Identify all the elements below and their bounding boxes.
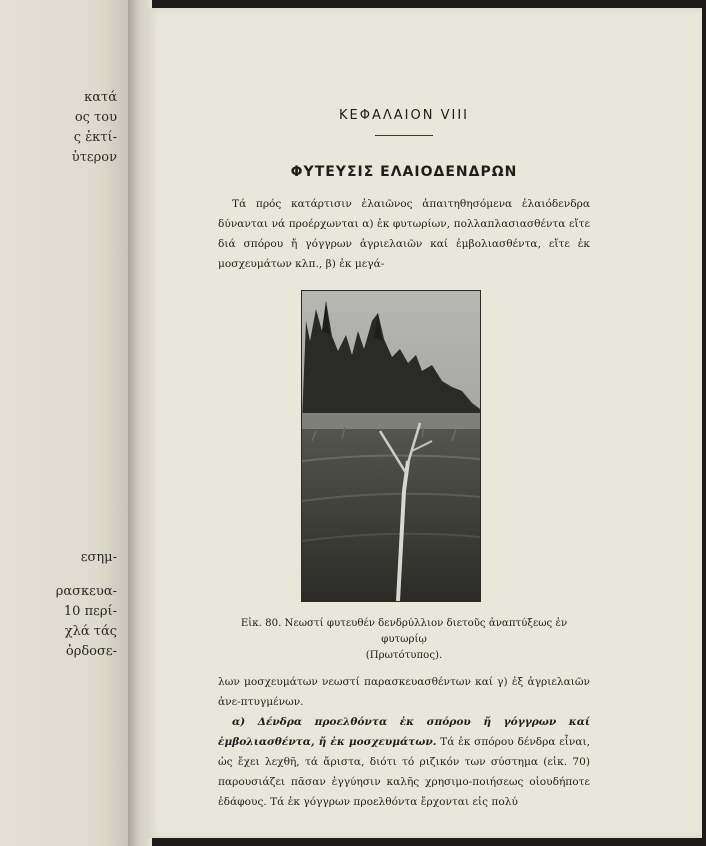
heading-rule (375, 135, 433, 136)
left-line: κατά (84, 90, 117, 105)
left-line: χλά τάς (64, 624, 117, 639)
figure-caption-note: (Πρωτότυπος). (365, 650, 443, 661)
figure-caption: Εἰκ. 80. Νεωστί φυτευθέν δενδρύλλιον διετοῦς ἀναπτύξεως ἐν φυτωρίῳ (240, 618, 568, 645)
chapter-heading: ΚΕΦΑΛΑΙΟΝ VIII (339, 108, 469, 123)
olive-sapling-photo (302, 291, 480, 601)
intro-paragraph: Τά πρός κατάρτισιν ἐλαιῶνος ἀπαιτηθησόμενα ἐλαιόδενδρα δύνανται νά προέρχωνται α) ἐκ φυτωρίων, πολλαπλασιασθέντα εἴτε διά σπόρου ἤ γόγγρων ἀγριελαιῶν καί ἐμβολιασθέντα, εἴτε ἐκ μοσχευμάτων κλπ., β) ἐκ μεγά- (218, 198, 590, 270)
left-line: ρασκευα- (55, 584, 117, 599)
left-line: ὀρδοσε- (65, 644, 117, 659)
continuation-paragraph: λων μοσχευμάτων νεωστί παρασκευασθέντων καί γ) ἐξ ἀγριελαιῶν ἀνε-πτυγμένων. (218, 676, 590, 708)
subsection-heading: α) Δένδρα προελθόντα ἐκ σπόρου ἤ γόγγρων καί ἐμβολιασθέντα, ἤ ἐκ μοσχευμάτων. (218, 716, 590, 748)
left-line: εσημ- (80, 550, 117, 565)
subsection-paragraph (218, 712, 590, 812)
right-page (146, 8, 702, 838)
left-line: ς ἐκτί- (73, 130, 117, 145)
page-content (218, 104, 590, 812)
left-line: 10 περί- (63, 604, 117, 619)
left-line: ος του (74, 110, 117, 125)
left-page (0, 0, 140, 846)
figure-photo (301, 290, 481, 602)
left-page-text-bottom (0, 548, 135, 662)
section-title: ΦΥΤΕΥΣΙΣ ΕΛΑΙΟΔΕΝΔΡΩΝ (290, 164, 518, 180)
subsection-text: Τά ἐκ σπόρου δένδρα εἶναι, ὡς ἔχει λεχθῆ, τά ἄριστα, διότι τό ριζικόν των σύστημα (εἰκ. 70) παρουσιάζει πᾶσαν ἐγγύησιν καλῆς χρησιμο-ποιήσεως οἱουδήποτε ἐδάφους. Τά ἐκ γόγγρων προελθόντα ἔρχονται εἰς πολύ (218, 736, 590, 808)
left-line: ὑτερον (71, 150, 117, 165)
left-page-text-top (0, 88, 135, 168)
